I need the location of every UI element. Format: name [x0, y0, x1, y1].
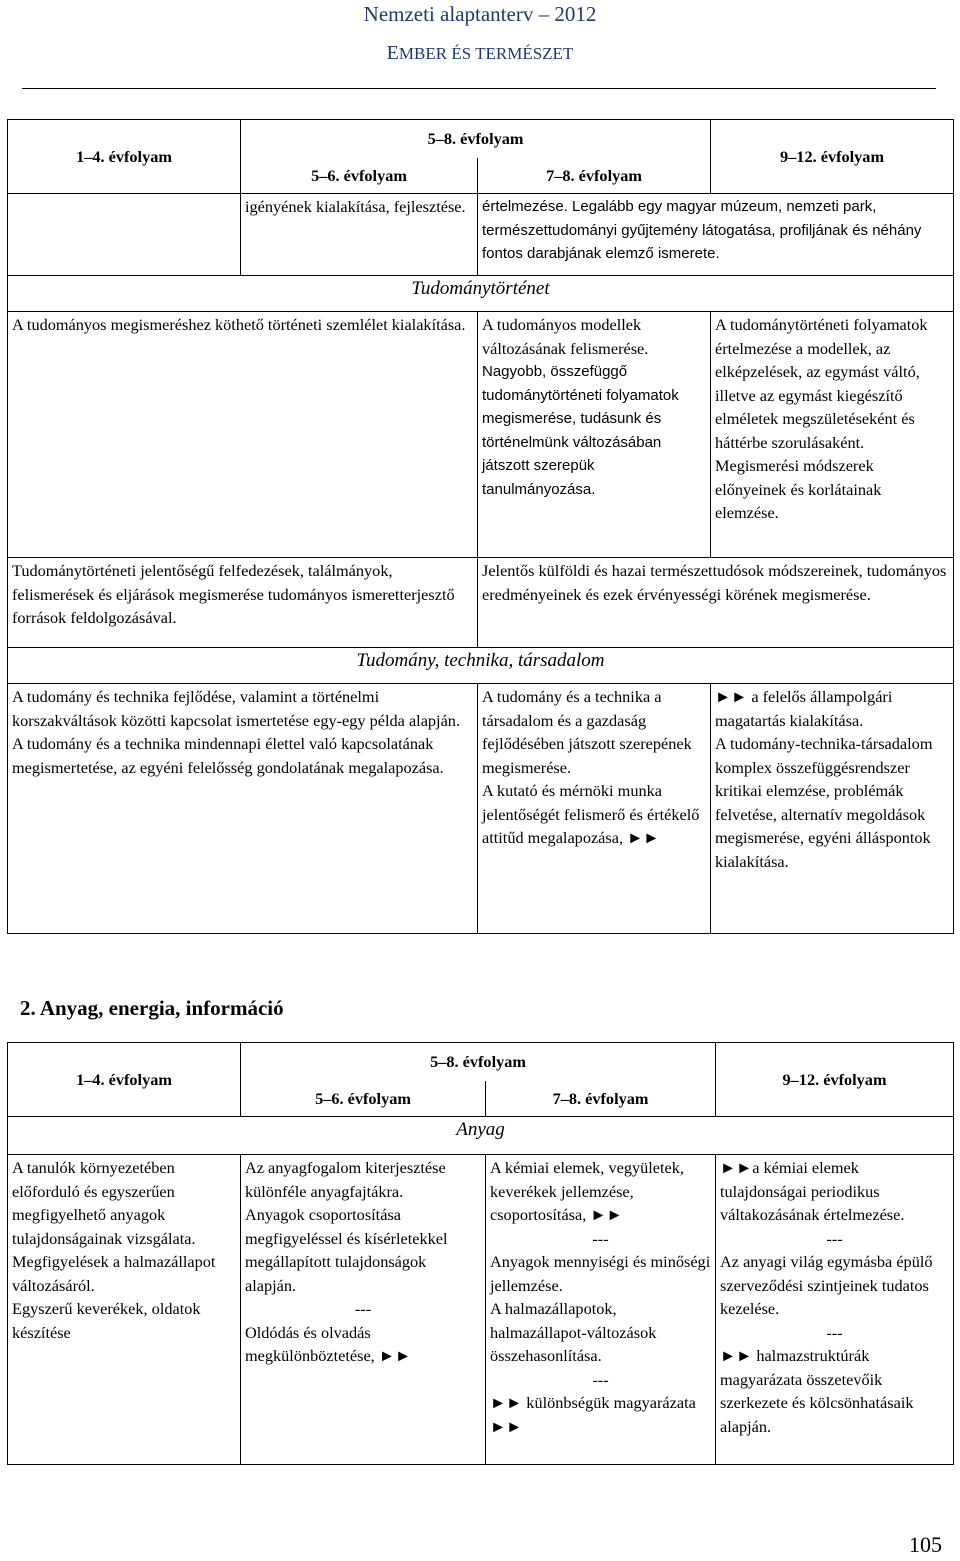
t2-grade-9-12-cell: [716, 1155, 954, 1465]
row2-grade-7-12-cell: Jelentős külföldi és hazai természettudósok módszereinek, tudományos eredményeinek és ezek érvényességi körének megismerése.: [478, 558, 954, 648]
row1-grade-9-12-cell: [711, 312, 954, 558]
t2-grade-5-6-p2: Anyagok csoportosítása megfigyeléssel és kísérletekkel megállapított tulajdonságok alapján.: [245, 1205, 448, 1295]
row3-grade-1-6-p2: A tudomány és a technika mindennapi élettel való kapcsolatának megismertetése, az egyéni felelősség gondolatának megalapozása.: [12, 734, 444, 777]
section-tudomany-technika-tarsadalom: Tudomány, technika, társadalom: [8, 648, 954, 684]
t2-grade-5-6-p1: Az anyagfogalom kiterjesztése különféle anyagfajtákra.: [245, 1158, 446, 1201]
t2-grade-9-12-p1: ►►a kémiai elemek tulajdonságai periodikus váltakozásának értelmezése.: [720, 1158, 905, 1224]
row3-grade-9-12-p1: ►► a felelős állampolgári magatartás kialakítása.: [715, 687, 893, 730]
row2-grade-1-6-cell: Tudománytörténeti jelentőségű felfedezések, találmányok, felismerések és eljárások megismerése tudományos ismeretterjesztő források feldolgozásával.: [8, 558, 478, 648]
header-grade-5-6: 5–6. évfolyam: [241, 158, 478, 194]
header-grade-1-4: 1–4. évfolyam: [8, 120, 241, 194]
row3-grade-9-12-cell: [711, 684, 954, 934]
row3-grade-7-8-p1: A tudomány és a technika a társadalom és a gazdaság fejlődésében játszott szerepének megismerése.: [482, 687, 692, 777]
row3-grade-1-6-cell: [8, 684, 478, 934]
row0-grade-1-4-cell: [8, 194, 241, 276]
t2-header-grade-1-4: 1–4. évfolyam: [8, 1043, 241, 1117]
curriculum-table-2: [7, 1042, 954, 1465]
row1-grade-7-8-p1: A tudományos modellek változásának felismerése.: [482, 315, 649, 358]
curriculum-table-1: [7, 119, 954, 934]
document-subtitle: [0, 42, 960, 65]
section-title: 2. Anyag, energia, információ: [20, 996, 284, 1020]
section-anyag: Anyag: [8, 1117, 954, 1155]
row1-grade-7-8-cell: [478, 312, 711, 558]
section-tudomanytortenet: Tudománytörténet: [8, 276, 954, 312]
t2-grade-9-12-p3: ►► halmazstruktúrák magyarázata összetevőik szerkezete és kölcsönhatásaik alapján.: [720, 1346, 914, 1436]
t2-grade-7-8-cell: [486, 1155, 716, 1465]
row3-grade-7-8-cell: [478, 684, 711, 934]
row3-grade-9-12-p2: A tudomány-technika-társadalom komplex összefüggésrendszer kritikai elemzése, problémák felvetése, alternatív megoldások megismerése, egyéni álláspontok kialakítása.: [715, 734, 933, 871]
t2-grade-1-4-p2: Megfigyelések a halmazállapot változásáról.: [12, 1252, 216, 1295]
row1-grade-7-8-p2: Nagyobb, összefüggő tudománytörténeti folyamatok megismerése, tudásunk és történelmünk változásában játszott szerepük tanulmányozása.: [482, 363, 679, 498]
row1-grade-9-12-p1: A tudománytörténeti folyamatok értelmezése a modellek, az elképzelések, az egymást váltó, illetve az egymást kiegészítő elméletek megszületéseként és háttérbe szorulásaként.: [715, 315, 928, 452]
t2-grade-7-8-p3: A halmazállapotok, halmazállapot-változások összehasonlítása.: [490, 1299, 657, 1365]
t2-header-grade-5-6: 5–6. évfolyam: [241, 1081, 486, 1117]
t2-grade-5-6-p3: Oldódás és olvadás megkülönböztetése, ►►: [245, 1322, 412, 1365]
row3-grade-1-6-p1: A tudomány és technika fejlődése, valamint a történelmi korszakváltások közötti kapcsolat ismertetése egy-egy példa alapján.: [12, 687, 461, 730]
row3-grade-7-8-p2: A kutató és mérnöki munka jelentőségét felismerő és értékelő attitűd megalapozása, ►►: [482, 781, 700, 847]
subtitle-initial: E: [386, 42, 399, 64]
t2-grade-7-8-p1: A kémiai elemek, vegyületek, keverékek jellemzése, csoportosítása, ►►: [490, 1158, 684, 1224]
t2-grade-7-8-separator-2: ---: [592, 1369, 609, 1389]
page-number: 105: [909, 1532, 942, 1557]
t2-header-grade-5-8: 5–8. évfolyam: [241, 1043, 716, 1081]
t2-grade-1-4-p1: A tanulók környezetében előforduló és egyszerűen megfigyelhető anyagok tulajdonságainak vizsgálata.: [12, 1158, 196, 1248]
row1-grade-1-6-cell: A tudományos megismeréshez köthető történeti szemlélet kialakítása.: [8, 312, 478, 558]
subtitle-rest: MBER ÉS TERMÉSZET: [398, 44, 574, 63]
header-grade-7-8: 7–8. évfolyam: [478, 158, 711, 194]
t2-grade-9-12-p2: Az anyagi világ egymásba épülő szerveződési szintjeinek tudatos kezelése.: [720, 1252, 933, 1318]
t2-grade-7-8-p4: ►► különbségük magyarázata ►►: [490, 1393, 696, 1436]
row0-grade-7-12-cell: értelmezése. Legalább egy magyar múzeum, nemzeti park, természettudományi gyűjtemény látogatása, profiljának és néhány fontos darabjának elemző ismerete.: [478, 194, 954, 276]
t2-header-grade-7-8: 7–8. évfolyam: [486, 1081, 716, 1117]
t2-grade-7-8-p2: Anyagok mennyiségi és minőségi jellemzése.: [490, 1252, 711, 1295]
t2-header-grade-9-12: 9–12. évfolyam: [716, 1043, 954, 1117]
header-grade-9-12: 9–12. évfolyam: [711, 120, 954, 194]
t2-grade-5-6-cell: [241, 1155, 486, 1465]
t2-grade-1-4-p3: Egyszerű keverékek, oldatok készítése: [12, 1299, 201, 1342]
t2-grade-9-12-separator-2: ---: [826, 1322, 843, 1342]
document-title: Nemzeti alaptanterv – 2012: [363, 2, 597, 26]
t2-grade-9-12-separator-1: ---: [826, 1228, 843, 1248]
row1-grade-9-12-p2: Megismerési módszerek előnyeinek és korlátainak elemzése.: [715, 456, 882, 522]
row0-grade-5-6-cell: igényének kialakítása, fejlesztése.: [241, 194, 478, 276]
header-grade-5-8: 5–8. évfolyam: [241, 120, 711, 158]
header-rule: [22, 88, 936, 89]
t2-grade-1-4-cell: [8, 1155, 241, 1465]
t2-grade-5-6-separator: ---: [354, 1299, 372, 1318]
t2-grade-7-8-separator-1: ---: [592, 1228, 609, 1248]
